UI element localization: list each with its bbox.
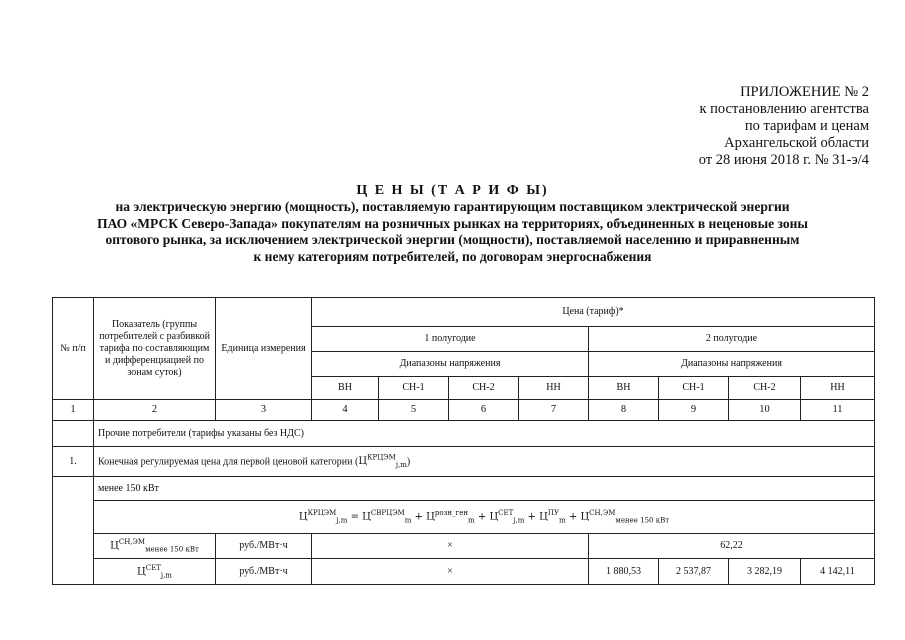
annex-line: по тарифам и ценам [744,118,869,134]
section-row [53,421,875,447]
formula-symbol: Ц [137,566,146,578]
header-half-1: 1 полугодие [312,327,589,352]
formula-operator: + [477,511,487,523]
formula-symbol: Ц [539,511,548,523]
annex-date: от 28 июня 2018 г. № 31-э/4 [698,152,869,168]
header-ranges-2: Диапазоны напряжения [589,352,875,377]
col-number: 7 [519,400,589,421]
formula-sub: m [468,516,475,525]
annex-line: Архангельской области [724,135,869,151]
annex-header [699,84,869,169]
table-row [53,534,875,559]
item-row [53,447,875,477]
col-number: 1 [53,400,94,421]
formula-symbol: Ц [358,456,368,468]
formula-sub: m [404,516,412,525]
formula-symbol: Ц [426,511,435,523]
formula-sup: КРЦЭМ [307,509,337,518]
level-sn1: СН-1 [379,377,449,400]
subtitle-line: к нему категориям потребителей, по договорам энергоснабжения [253,248,652,264]
header-half-2: 2 полугодие [589,327,875,352]
formula-sub: j,m [513,516,525,525]
item-title: Конечная регулируемая цена для первой ценовой категории $(Ц^{КРЦЭМ}_{j,m})$ [94,447,875,477]
formula-sub: менее 150 кВт [145,545,199,554]
formula-row [53,501,875,534]
col-number: 8 [589,400,659,421]
formula-operator: + [568,511,578,523]
level-sn2: СН-2 [729,377,801,400]
formula-sup: розн_ген [434,509,469,518]
row-half-2-value: 62,22 [589,534,875,559]
row-symbol [94,559,216,585]
tariff-table [52,297,875,585]
formula-symbol: Ц [362,511,371,523]
value-vn: 1 880,53 [589,559,659,585]
empty-cell [53,421,94,447]
formula-sup: СЕТ [498,509,514,518]
level-vn: ВН [312,377,379,400]
value-nn: 4 142,11 [801,559,875,585]
level-nn: НН [519,377,589,400]
header-num: № п/п [53,298,94,400]
subgroup-title: менее 150 кВт [94,477,875,501]
header-ranges-1: Диапазоны напряжения [312,352,589,377]
col-number: 2 [94,400,216,421]
formula-symbol: Ц [489,511,499,523]
price-formula [94,501,875,534]
annex-title: ПРИЛОЖЕНИЕ № 2 [740,84,869,100]
level-nn: НН [801,377,875,400]
formula-symbol: Ц [298,511,308,523]
document-title: Ц Е Н Ы (Т А Р И Ф Ы) [356,183,549,198]
formula-sup: СН,ЭМ [118,538,146,547]
formula-operator: + [414,511,423,523]
formula-sup: СВРЦЭМ [370,509,405,518]
formula-symbol: Ц [110,540,119,552]
formula-operator: = [350,511,359,523]
header-price: Цена (тариф)* [312,298,875,327]
col-number: 10 [729,400,801,421]
level-sn1: СН-1 [659,377,729,400]
value-sn2: 3 282,19 [729,559,801,585]
column-numbers-row [53,400,875,421]
col-number: 6 [449,400,519,421]
formula-sup: ПУ [547,509,560,518]
subtitle-line: оптового рынка, за исключением электрической энергии (мощности), поставляемой населению и приравненным [105,232,800,247]
row-unit: руб./МВт·ч [216,534,312,559]
subtitle-line: ПАО «МРСК Северо-Запада» покупателям на розничных рынках на территориях, объединенных в неценовые зоны [97,215,808,231]
formula-sub: j,m [336,516,348,525]
level-sn2: СН-2 [449,377,519,400]
row-symbol [94,534,216,559]
document-subtitle [63,199,843,265]
subtitle-line: на электрическую энергию (мощность), поставляемую гарантирующим поставщиком электрической энергии [115,199,790,214]
formula-operator: + [527,511,536,523]
formula-sup: КРЦЭМ [367,453,396,462]
col-number: 11 [801,400,875,421]
item-symbol [358,453,407,470]
header-indicator: Показатель (группы потребителей с разбивкой тарифа по составляющим и дифференциацией по зонам суток) [94,298,216,400]
col-number: 4 [312,400,379,421]
annex-line: к постановлению агентства [699,101,869,117]
col-number: 5 [379,400,449,421]
item-number: 1. [53,447,94,477]
header-unit: Единица измерения [216,298,312,400]
formula-sub: j,m [160,571,172,580]
document-heading [0,182,905,265]
item-title-text: Конечная регулируемая цена для первой ценовой категории [98,456,353,468]
level-vn: ВН [589,377,659,400]
formula-sub: менее 150 кВт [615,516,670,525]
row-half-1-value: × [312,534,589,559]
formula-sub: m [559,516,566,525]
table-row [53,559,875,585]
formula-sup: СН,ЭМ [589,509,616,518]
value-sn1: 2 537,87 [659,559,729,585]
formula-sup: СЕТ [145,563,161,572]
subgroup-row [53,477,875,501]
formula-sub: j,m [395,461,407,470]
row-half-1-value: × [312,559,589,585]
row-unit: руб./МВт·ч [216,559,312,585]
col-number: 3 [216,400,312,421]
table-header-row [53,298,875,327]
formula-symbol: Ц [580,511,590,523]
col-number: 9 [659,400,729,421]
empty-cell [53,477,94,585]
section-title: Прочие потребители (тарифы указаны без НДС) [94,421,875,447]
